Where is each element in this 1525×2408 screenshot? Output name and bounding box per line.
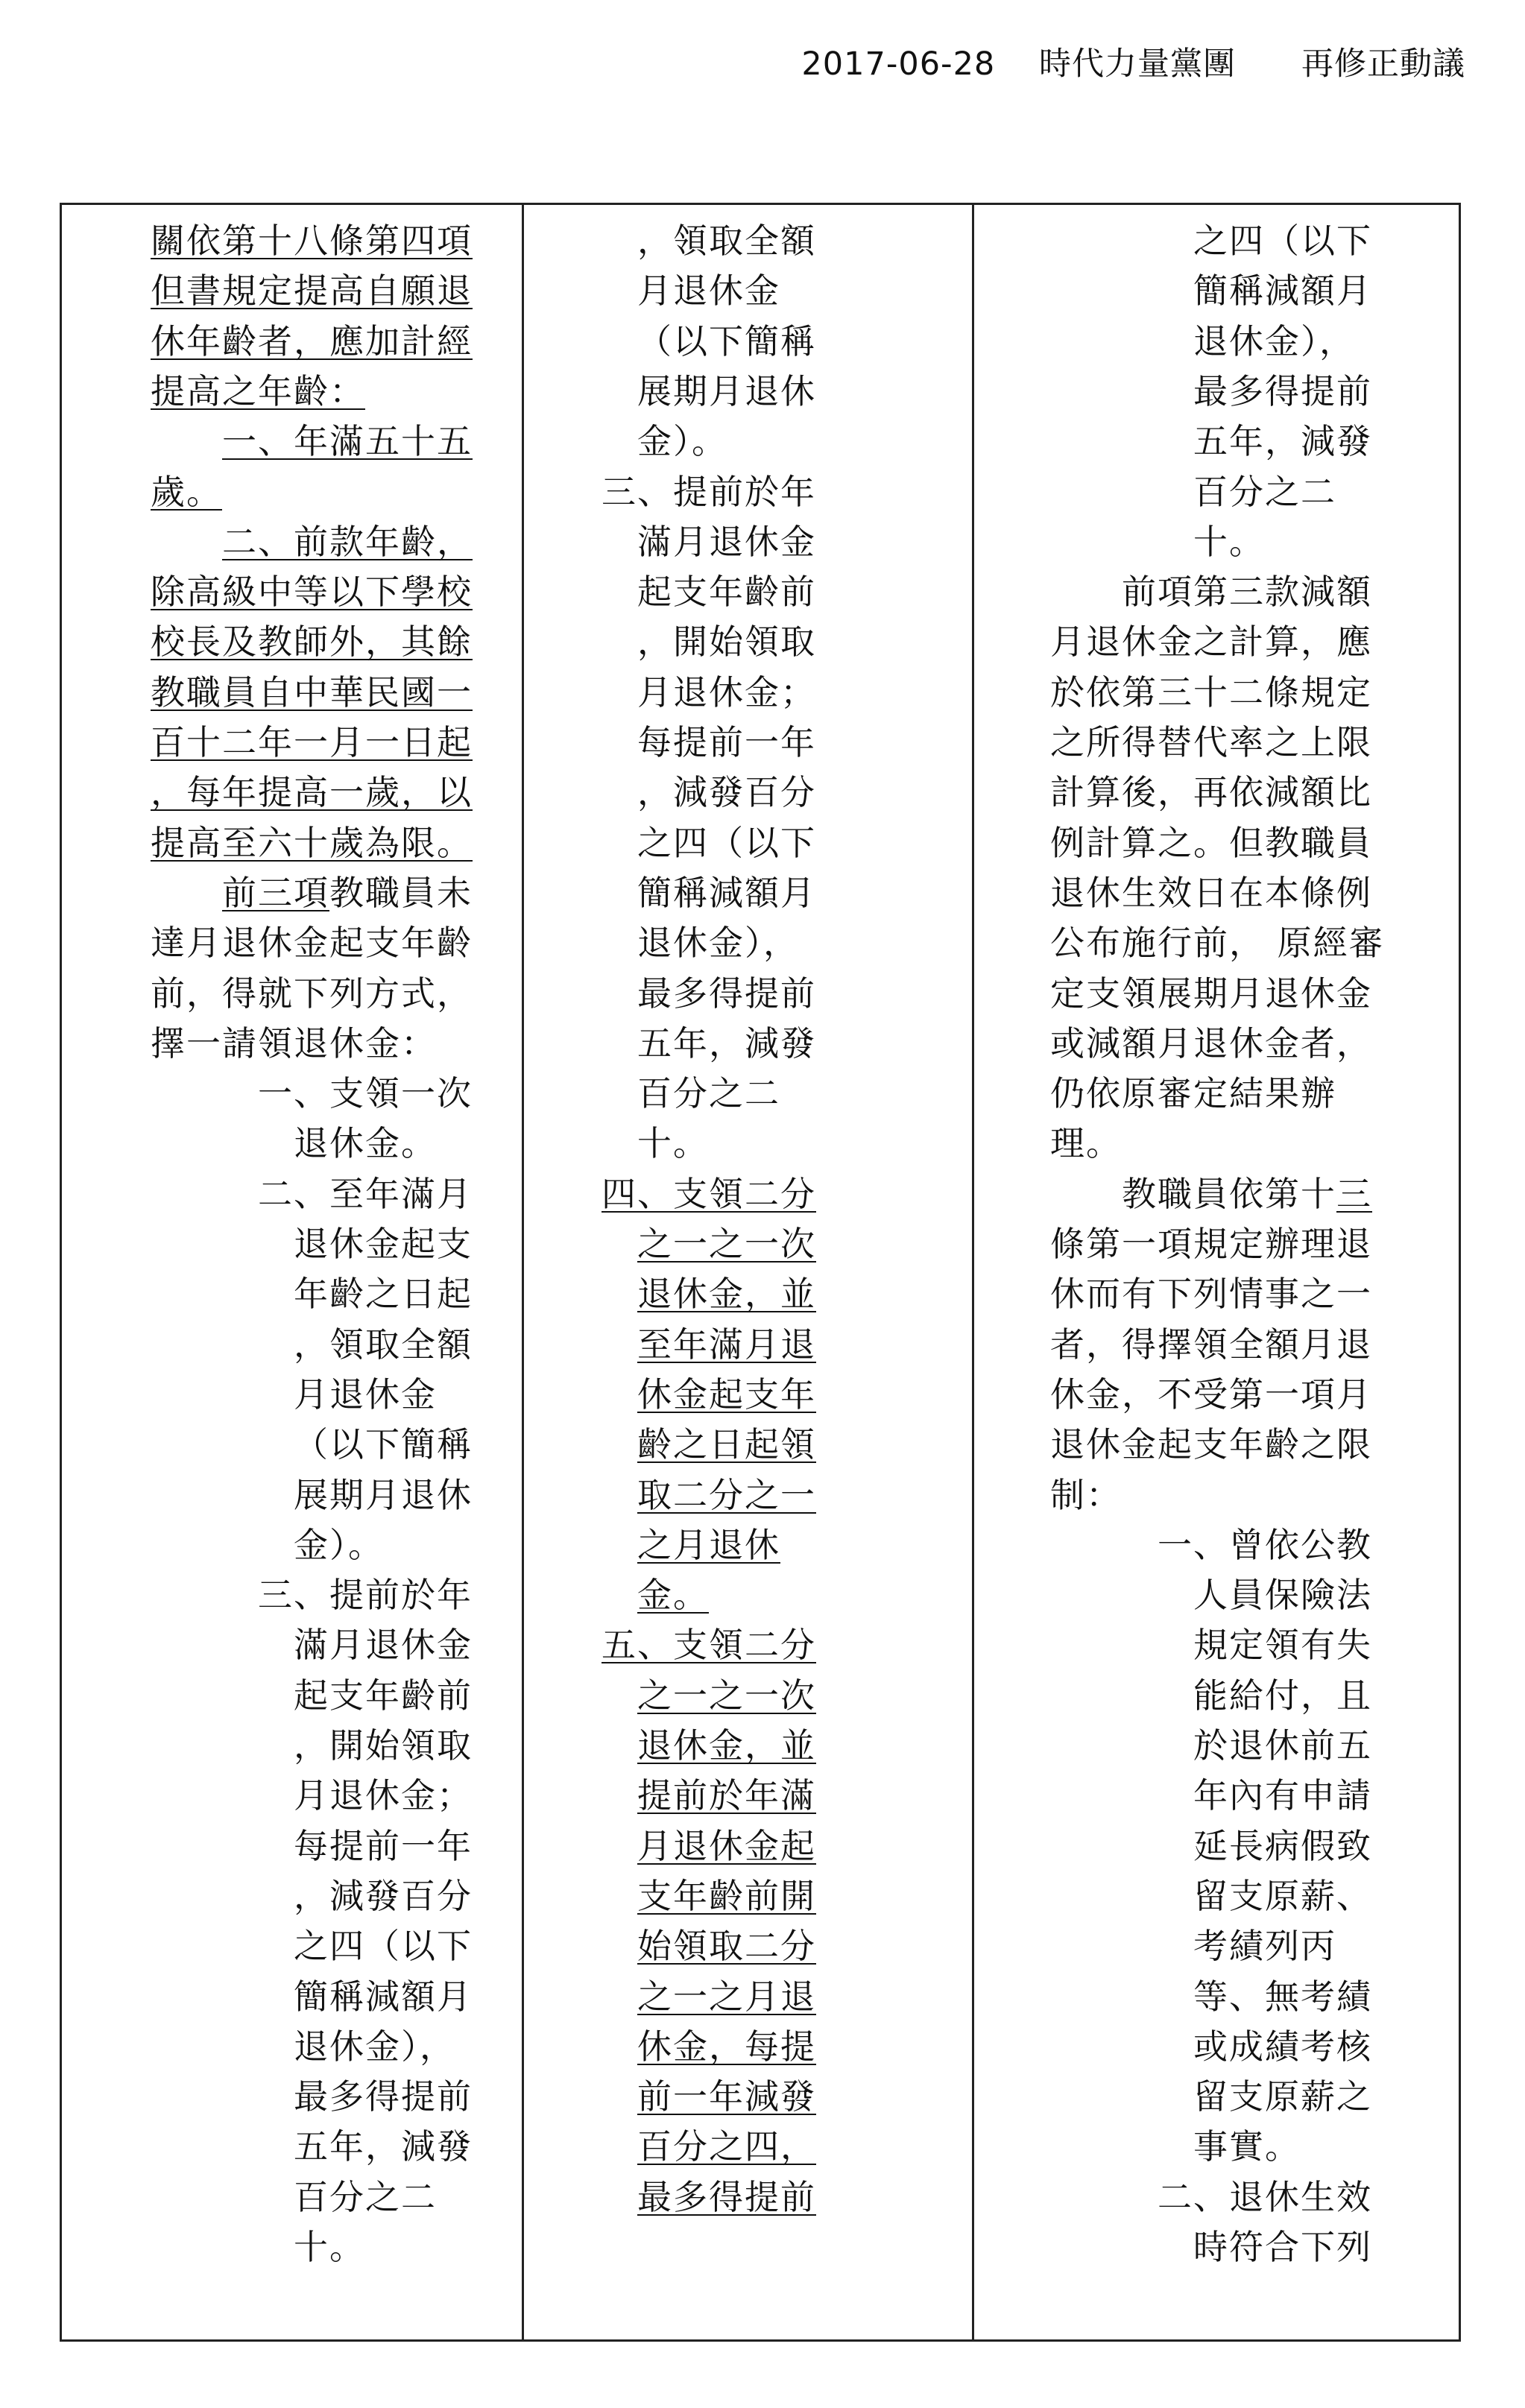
text-line: 除高級中等以下學校 xyxy=(151,572,473,613)
text-line: 月退休金 xyxy=(637,271,780,312)
text-line: 前三項教職員未 xyxy=(222,872,473,913)
text-line: 每提前一年 xyxy=(637,722,816,762)
text-line: ，領取全額 xyxy=(637,221,816,261)
text-line: 休金起支年 xyxy=(637,1374,816,1415)
text-line: ，開始領取 xyxy=(637,622,816,663)
text-line: 簡稱減額月 xyxy=(294,1976,473,2017)
text-line: 休金，不受第一項月 xyxy=(1050,1374,1372,1415)
text-line: ，開始領取 xyxy=(294,1725,473,1766)
text-line: 展期月退休 xyxy=(294,1474,473,1515)
text-line: 年內有申請 xyxy=(1193,1775,1372,1816)
text-line: 退休金）， xyxy=(294,2026,455,2067)
text-line: 休年齡者，應加計經 xyxy=(151,320,473,361)
text-line: 三、提前於年 xyxy=(602,471,816,512)
text-line: 支年齡前開 xyxy=(637,1875,816,1916)
text-line: （以下簡稱 xyxy=(637,320,816,361)
text-line: 起支年齡前 xyxy=(637,572,816,613)
text-line: 簡稱減額月 xyxy=(1193,271,1372,312)
text-line: 百分之四， xyxy=(637,2126,816,2167)
text-line: 計算後，再依減額比 xyxy=(1050,772,1372,813)
text-line: 最多得提前 xyxy=(637,973,816,1014)
text-line: 事實。 xyxy=(1193,2126,1301,2167)
text-line: 公布施行前， 原經審 xyxy=(1050,923,1385,964)
text-line: 考績列丙 xyxy=(1193,1926,1336,1967)
text-line: 五年，減發 xyxy=(294,2126,473,2167)
text-line: 二、退休生效 xyxy=(1158,2176,1372,2217)
text-line: 關依第十八條第四項 xyxy=(151,221,473,261)
text-line: 之四（以下 xyxy=(294,1926,473,1967)
text-line: 退休金，並 xyxy=(637,1725,816,1766)
text-line: 延長病假致 xyxy=(1193,1825,1372,1866)
column-divider xyxy=(972,205,974,2339)
text-line: ，減發百分 xyxy=(637,772,816,813)
text-line: 人員保險法 xyxy=(1193,1575,1372,1616)
text-line: 五年，減發 xyxy=(1193,421,1372,462)
header-party: 時代力量黨團 xyxy=(1038,45,1236,83)
header-doc-type: 再修正動議 xyxy=(1301,45,1465,83)
text-line: 休而有下列情事之一 xyxy=(1050,1274,1372,1315)
text-line: 留支原薪、 xyxy=(1193,1875,1372,1916)
text-line: 定支領展期月退休金 xyxy=(1050,973,1372,1014)
text-line: （以下簡稱 xyxy=(294,1424,473,1465)
text-line: 於退休前五 xyxy=(1193,1725,1372,1766)
text-line: 退休金，並 xyxy=(637,1274,816,1315)
text-line: 之一之一次 xyxy=(637,1224,816,1264)
text-line: 展期月退休 xyxy=(637,370,816,411)
text-line: 或成績考核 xyxy=(1193,2026,1372,2067)
text-line: 仍依原審定結果辦 xyxy=(1050,1073,1336,1114)
text-line: 者，得擇領全額月退 xyxy=(1050,1324,1372,1365)
text-line: 百十二年一月一日起 xyxy=(151,722,473,762)
text-line: 二、前款年齡， xyxy=(222,521,473,562)
text-line: 退休生效日在本條例 xyxy=(1050,872,1372,913)
text-line: 百分之二 xyxy=(637,1073,780,1114)
text-line: 退休金）， xyxy=(1193,320,1355,361)
text-line: 退休金）， xyxy=(637,923,799,964)
text-line: 月退休金； xyxy=(637,671,816,712)
document-header xyxy=(801,39,1465,84)
text-line: 之四（以下 xyxy=(637,822,816,863)
text-line: 月退休金 xyxy=(294,1374,437,1415)
text-line: 之月退休 xyxy=(637,1524,780,1565)
text-line: 之四（以下 xyxy=(1193,221,1372,261)
text-line: 滿月退休金 xyxy=(637,521,816,562)
text-line: 十。 xyxy=(294,2227,365,2267)
header-date: 2017-06-28 xyxy=(801,45,996,83)
text-line: 前項第三款減額 xyxy=(1122,572,1372,613)
text-line: 能給付，且 xyxy=(1193,1675,1372,1716)
text-line: 始領取二分 xyxy=(637,1926,816,1967)
text-line: 歲。 xyxy=(151,471,222,512)
text-line: 前一年減發 xyxy=(637,2076,816,2117)
text-line: 於依第三十二條規定 xyxy=(1050,671,1372,712)
text-line: 最多得提前 xyxy=(294,2076,473,2117)
text-line: 退休金起支 xyxy=(294,1224,473,1264)
text-line: 起支年齡前 xyxy=(294,1675,473,1716)
text-line: 百分之二 xyxy=(1193,471,1336,512)
text-line: 至年滿月退 xyxy=(637,1324,816,1365)
text-line: ，減發百分 xyxy=(294,1875,473,1916)
text-line: 條第一項規定辦理退 xyxy=(1050,1224,1372,1264)
text-line: 金。 xyxy=(637,1575,709,1616)
text-line: 留支原薪之 xyxy=(1193,2076,1372,2117)
text-line: 教職員依第十三 xyxy=(1122,1173,1372,1214)
text-line: 但書規定提高自願退 xyxy=(151,271,473,312)
text-line: 之一之一次 xyxy=(637,1675,816,1716)
amendment-table xyxy=(60,203,1461,2342)
text-line: 月退休金起 xyxy=(637,1825,816,1866)
text-line: 簡稱減額月 xyxy=(637,872,816,913)
text-line: 達月退休金起支年齡 xyxy=(151,923,473,964)
text-line: 例計算之。但教職員 xyxy=(1050,822,1372,863)
text-line: 等、無考績 xyxy=(1193,1976,1372,2017)
text-line: 之一之月退 xyxy=(637,1976,816,2017)
text-line: 取二分之一 xyxy=(637,1474,816,1515)
text-line: 百分之二 xyxy=(294,2176,437,2217)
text-line: 齡之日起領 xyxy=(637,1424,816,1465)
text-line: 十。 xyxy=(1193,521,1265,562)
text-line: 月退休金之計算，應 xyxy=(1050,622,1372,663)
text-line: 五年，減發 xyxy=(637,1023,816,1064)
text-line: 二、至年滿月 xyxy=(258,1173,473,1214)
text-line: 一、曾依公教 xyxy=(1158,1524,1372,1565)
text-line: 提高之年齡： xyxy=(151,370,365,411)
text-line: 五、支領二分 xyxy=(602,1625,816,1666)
text-line: 最多得提前 xyxy=(1193,370,1372,411)
text-line: 提高至六十歲為限。 xyxy=(151,822,473,863)
text-line: ，領取全額 xyxy=(294,1324,473,1365)
text-line: 年齡之日起 xyxy=(294,1274,473,1315)
column-divider xyxy=(522,205,524,2339)
text-line: 月退休金； xyxy=(294,1775,473,1816)
text-line: 退休金。 xyxy=(294,1123,437,1164)
text-line: 十。 xyxy=(637,1123,709,1164)
text-line: 時符合下列 xyxy=(1193,2227,1372,2267)
text-line: 之所得替代率之上限 xyxy=(1050,722,1372,762)
text-line: ，每年提高一歲，以 xyxy=(151,772,473,813)
text-line: 擇一請領退休金： xyxy=(151,1023,437,1064)
text-line: 滿月退休金 xyxy=(294,1625,473,1666)
text-line: 制： xyxy=(1050,1474,1122,1515)
text-line: 三、提前於年 xyxy=(258,1575,473,1616)
text-line: 校長及教師外，其餘 xyxy=(151,622,473,663)
text-line: 每提前一年 xyxy=(294,1825,473,1866)
text-line: 教職員自中華民國一 xyxy=(151,671,473,712)
text-line: 金）。 xyxy=(294,1524,384,1565)
text-line: 退休金起支年齡之限 xyxy=(1050,1424,1372,1465)
text-line: 一、年滿五十五 xyxy=(222,421,473,462)
text-line: 四、支領二分 xyxy=(602,1173,816,1214)
text-line: 金）。 xyxy=(637,421,727,462)
text-line: 理。 xyxy=(1050,1123,1122,1164)
text-line: 前，得就下列方式， xyxy=(151,973,473,1014)
text-line: 規定領有失 xyxy=(1193,1625,1372,1666)
text-line: 休金，每提 xyxy=(637,2026,816,2067)
text-line: 或減額月退休金者， xyxy=(1050,1023,1372,1064)
text-line: 最多得提前 xyxy=(637,2176,816,2217)
text-line: 一、支領一次 xyxy=(258,1073,473,1114)
text-line: 提前於年滿 xyxy=(637,1775,816,1816)
